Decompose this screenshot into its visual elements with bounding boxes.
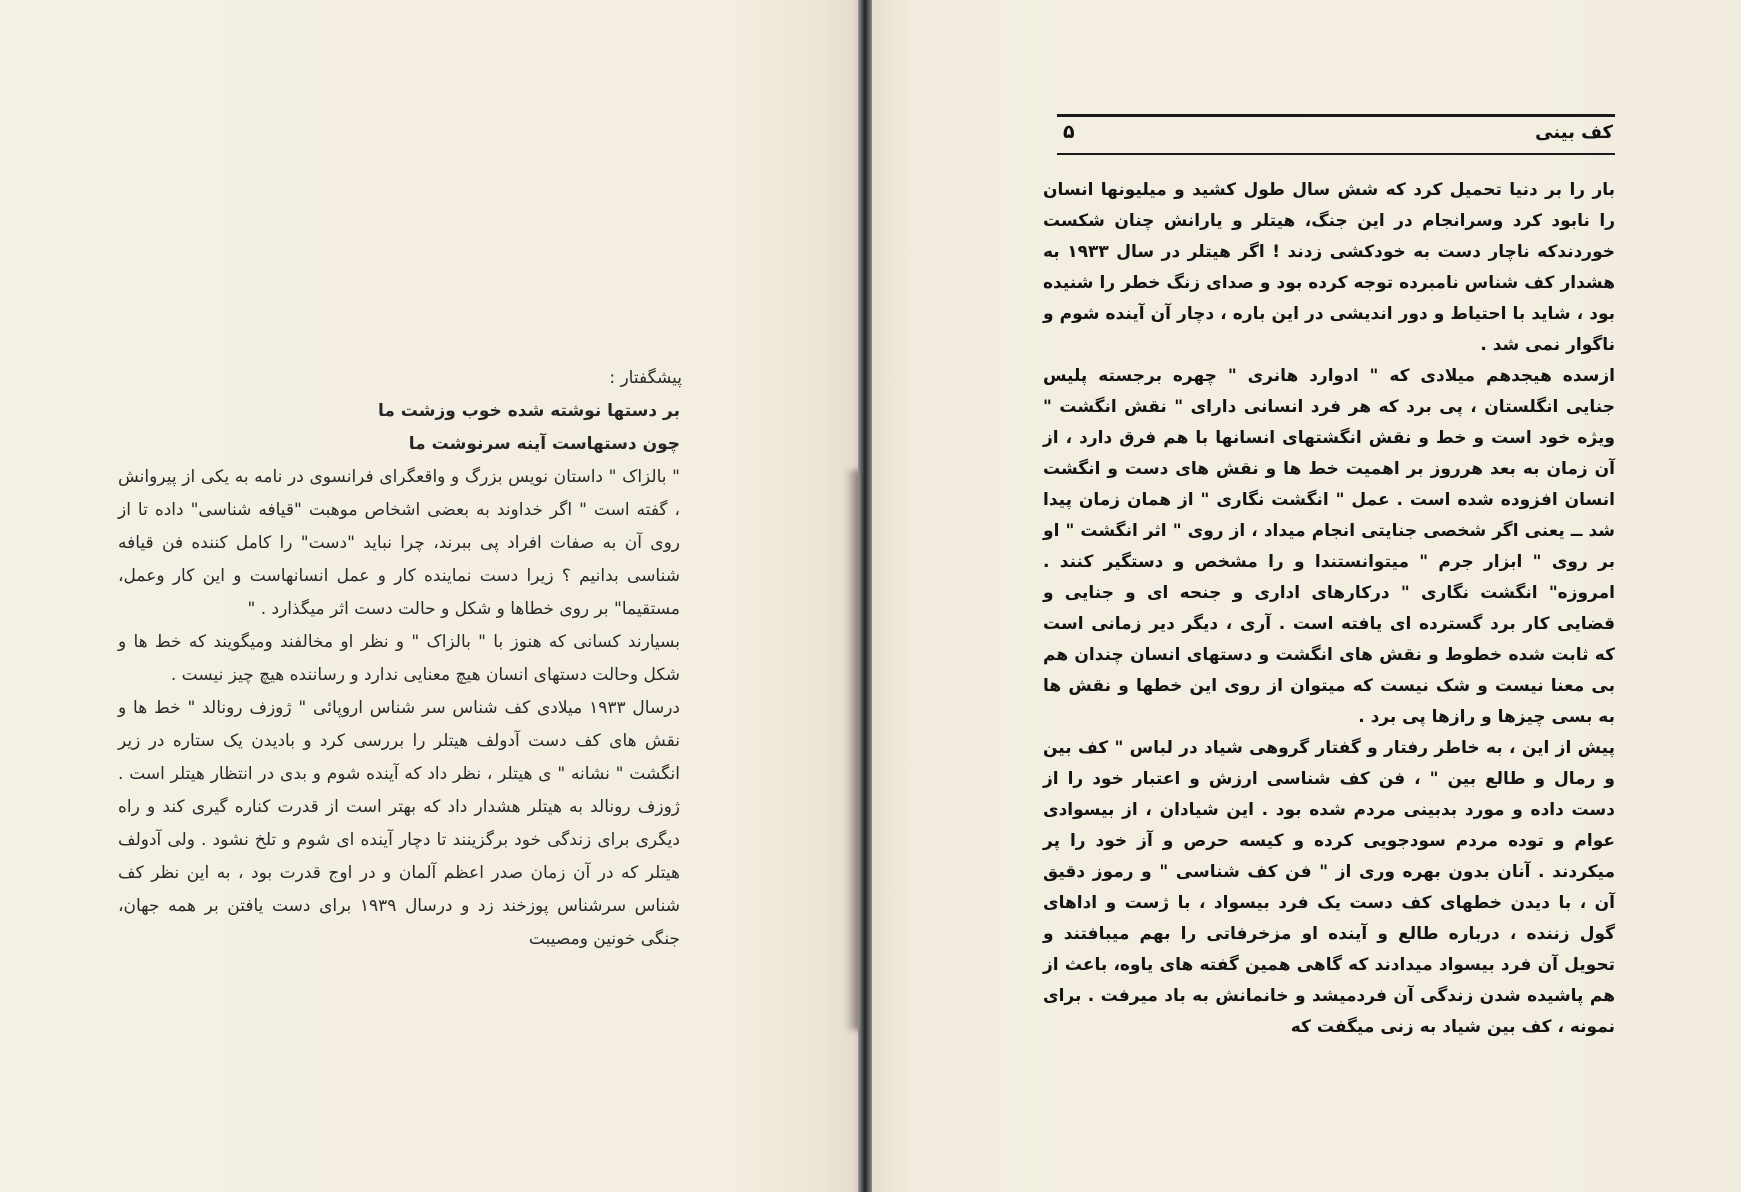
left-page-body [118,362,680,956]
verse-line-2: چون دستهاست آینه سرنوشت ما [408,434,680,454]
page-number: ۵ [1063,121,1075,143]
running-title: کف بینی [1535,122,1613,143]
right-page-body [1043,175,1615,1043]
left-paragraph-2: بسیارند کسانی که هنوز با " بالزاک " و نظر او مخالفند ومیگویند که خط ها و شکل وحالت دستهای انسان هیچ معنایی ندارد و رساننده هیچ چیز نیست . [118,632,680,685]
right-paragraph-3: پیش از این ، به خاطر رفتار و گفتار گروهی شیاد در لباس " کف بین و رمال و طالع بین " ، فن کف شناسی ارزش و اعتبار خود را از دست داده و مورد بدبینی مردم شده بود . این شیادان ، از بیسوادی عوام و توده مردم سودجویی کرده و کیسه حرص و آز خود را پر میکردند . آنان بدون بهره وری از " فن کف شناسی " و رموز دقیق آن ، با دیدن خطهای کف دست یک فرد بیسواد ، با ژست و اداهای گول زننده ، درباره طالع و آینده او مزخرفاتی را بهم میبافتند و تحویل آن فرد بیسواد میدادند که گاهی همین گفته های یاوه، باعث از هم پاشیده شدن زندگی آن فردمیشد و خانمانش به باد میرفت . برای نمونه ، کف بین شیاد به زنی میگفت که [1043,738,1615,1037]
verse-line-1: بر دستها نوشته شده خوب وزشت ما [377,401,680,421]
left-page [0,0,858,1192]
left-paragraph-1: " بالزاک " داستان نویس بزرگ و واقعگرای فرانسوی در نامه به یکی از پیروانش ، گفته است " اگر خداوند به بعضی اشخاص موهبت "قیافه شناسی" داده تا از روی آن به صفات افراد پی ببرند، چرا نباید "دست" را کامل کننده فن قیافه شناسی بدانیم ؟ زیرا دست نماینده کار و عمل انسانهاست و این کار وعمل، مستقیما" بر روی خطاها و شکل و حالت دست اثر میگذارد . " [118,467,680,619]
right-paragraph-2: ازسده هیجدهم میلادی که " ادوارد هانری " چهره برجسته پلیس جنایی انگلستان ، پی برد که هر فرد انسانی دارای " نقش انگشت " ویژه خود است و خط و نقش انگشتهای انسانها با هم فرق دارد ، از آن زمان به بعد هرروز بر اهمیت خط ها و نقش های دست و انگشت انسان افزوده شده است . عمل " انگشت نگاری " از همان زمان پیدا شد ــ یعنی اگر شخصی جنایتی انجام میداد ، از روی " اثر انگشت " او بر روی " ابزار جرم " میتوانستندا و را مشخص و دستگیر کنند . امروزه" انگشت نگاری " درکارهای اداری و جنحه ای و جنایی و قضایی کار برد گسترده ای یافته است . آری ، دیگر دیر زمانی است که ثابت شده خطوط و نقش های انگشت و دستهای انسان چندان هم بی معنا نیست و شک نیست که میتوان از روی این خطها و نقش ها به بسی چیزها و رازها پی برد . [1043,366,1615,727]
preface-heading: پیشگفتار : [609,368,682,388]
header-rule-bottom [1057,153,1615,155]
right-paragraph-1: بار را بر دنیا تحمیل کرد که شش سال طول کشید و میلیونها انسان را نابود کرد وسرانجام در این جنگ، هیتلر و یارانش چنان شکست خوردندکه ناچار دست به خودکشی زدند ! اگر هیتلر در سال ۱۹۳۳ به هشدار کف شناس نامبرده توجه کرده بود و صدای زنگ خطر را شنیده بود ، شاید با احتیاط و دور اندیشی در این باره ، دچار آن آینده شوم و ناگوار نمی شد . [1043,180,1615,355]
header-rule-top [1057,114,1615,117]
left-paragraph-3: درسال ۱۹۳۳ میلادی کف شناس سر شناس اروپائی " ژوزف رونالد " خط ها و نقش های کف دست آدولف هیتلر را بررسی کرد و بادیدن یک ستاره در زیر انگشت " نشانه " ی هیتلر ، نظر داد که آینده شوم و بدی در انتظار هیتلر است . ژوزف رونالد به هیتلر هشدار داد که بهتر است از قدرت کناره گیری کند و راه دیگری برای زندگی خود برگزینند تا دچار آینده ای شوم و تلخ نشود . ولی آدولف هیتلر که در آن زمان صدر اعظم آلمان و در اوج قدرت بود ، به این نظر کف شناس سرشناس پوزخند زد و درسال ۱۹۳۹ برای دست یافتن بر همه جهان، جنگی خونین ومصیبت [118,698,680,949]
book-gutter [858,0,872,1192]
